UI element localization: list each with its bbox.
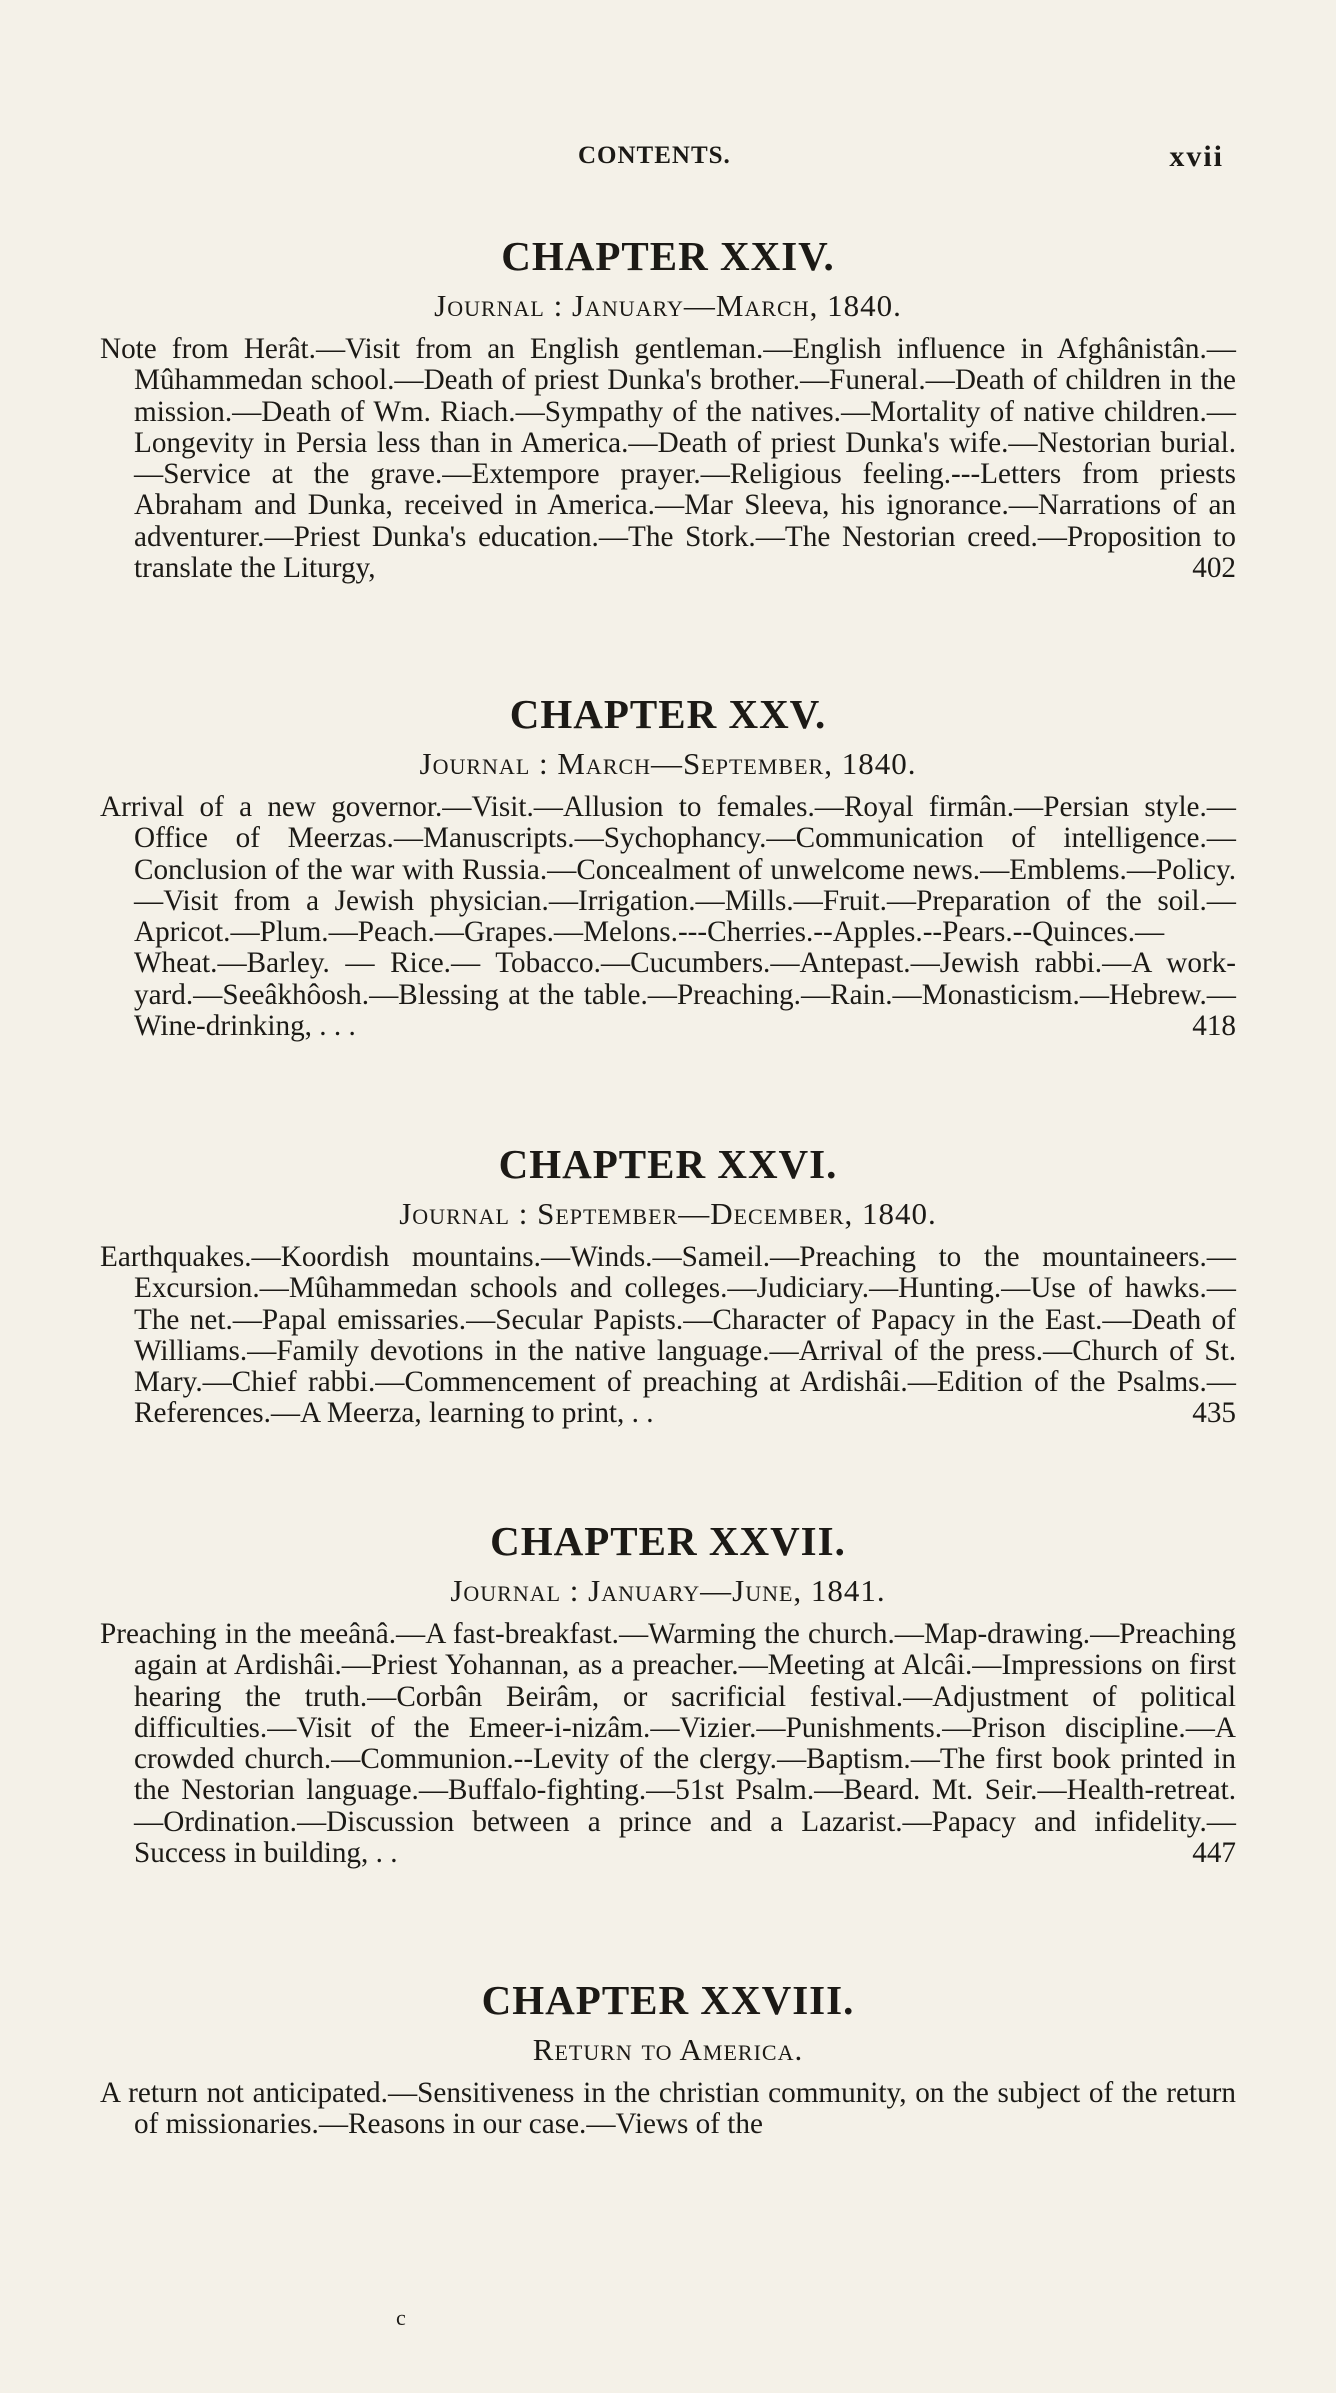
chapter-summary-text: Preaching in the meeânâ.—A fast-breakfast.—Warming the church.—Map-drawing.—Preaching again at Ardishâi.—Priest Yohannan, as a preacher.—Meeting at Alcâi.—Impressions on first hearing the truth.—Corbân Beirâm, or sacrificial festival.—Adjustment of political difficulties.—Visit of the Emeer-i-nizâm.—Vizier.—Punishments.—Prison discipline.—A crowded church.—Communion.--Levity of the clergy.—Baptism.—The first book printed in the Nestorian language.—Buffalo-fighting.—51st Psalm.—Beard. Mt. Seir.—Health-retreat.—Ordination.—Discussion between a prince and a Lazarist.—Papacy and infidelity.—Success in building, . .	[100, 1618, 1236, 1870]
chapter-summary-text: A return not anticipated.—Sensitiveness in the christian community, on the subject of the return of missionaries.—Reasons in our case.—Views of the	[100, 2077, 1236, 2141]
chapter-summary	[100, 1242, 1236, 1430]
chapter-heading: CHAPTER XXVII.	[490, 1518, 846, 1564]
chapter-summary-text: Earthquakes.—Koordish mountains.—Winds.—Sameil.—Preaching to the mountaineers.—Excursion.—Mûhammedan schools and colleges.—Judiciary.—Hunting.—Use of hawks.—The net.—Papal emissaries.—Secular Papists.—Character of Papacy in the East.—Death of Williams.—Family devotions in the native language.—Arrival of the press.—Church of St. Mary.—Chief rabbi.—Commencement of preaching at Ardishâi.—Edition of the Psalms.—References.—A Meerza, learning to print, . .	[100, 1241, 1236, 1430]
chapter-summary-text: Note from Herât.—Visit from an English gentleman.—English influence in Afghânistân.—Mûhammedan school.—Death of priest Dunka's brother.—Funeral.—Death of children in the mission.—Death of Wm. Riach.—Sympathy of the natives.—Mortality of native children.—Longevity in Persia less than in America.—Death of priest Dunka's wife.—Nestorian burial.—Service at the grave.—Extempore prayer.—Religious feeling.---Letters from priests Abraham and Dunka, received in America.—Mar Sleeva, his ignorance.—Narrations of an adventurer.—Priest Dunka's education.—The Stork.—The Nestorian creed.—Proposition to translate the Liturgy,	[100, 333, 1236, 585]
chapter-page-ref: 402	[1192, 552, 1236, 585]
chapter-subheading: Return to America.	[532, 2032, 804, 2067]
chapter-subheading: Journal : January—June, 1841.	[450, 1573, 886, 1608]
chapter-heading: CHAPTER XXVI.	[498, 1141, 838, 1187]
chapter-summary	[100, 1619, 1236, 1869]
page-number: xvii	[1169, 140, 1224, 173]
chapter-summary-text: Arrival of a new governor.—Visit.—Allusion to females.—Royal firmân.—Persian style.—Office of Meerzas.—Manuscripts.—Sychophancy.—Communication of intelligence.—Conclusion of the war with Russia.—Concealment of unwelcome news.—Emblems.—Policy.—Visit from a Jewish physician.—Irrigation.—Mills.—Fruit.—Preparation of the soil.—Apricot.—Plum.—Peach.—Grapes.—Melons.---Cherries.--Apples.--Pears.--Quinces.—Wheat.—Barley. — Rice.— Tobacco.—Cucumbers.—Antepast.—Jewish rabbi.—A work-yard.—Seeâkhôosh.—Blessing at the table.—Preaching.—Rain.—Monasticism.—Hebrew.—Wine-drinking, . . .	[100, 791, 1236, 1043]
chapter-xxvii	[100, 1515, 1236, 1869]
chapter-summary	[100, 792, 1236, 1042]
chapter-page-ref: 435	[1192, 1397, 1236, 1430]
chapter-heading: CHAPTER XXVIII.	[481, 1977, 855, 2023]
chapter-heading: CHAPTER XXV.	[509, 691, 827, 737]
chapter-summary	[100, 2078, 1236, 2141]
chapter-subheading: Journal : January—March, 1840.	[434, 288, 902, 323]
chapter-subheading: Journal : March—September, 1840.	[419, 746, 917, 781]
chapter-xxiv	[100, 230, 1236, 584]
chapter-subheading: Journal : September—December, 1840.	[399, 1196, 937, 1231]
running-head-title: CONTENTS.	[578, 142, 731, 169]
chapter-xxviii	[100, 1974, 1236, 2141]
chapter-summary	[100, 334, 1236, 584]
chapter-xxv	[100, 688, 1236, 1042]
running-head	[100, 142, 1236, 178]
chapter-page-ref: 418	[1192, 1010, 1236, 1043]
chapter-heading: CHAPTER XXIV.	[501, 233, 835, 279]
chapter-xxvi	[100, 1138, 1236, 1430]
printer-signature-mark: c	[396, 2305, 407, 2330]
chapter-page-ref: 447	[1192, 1837, 1236, 1870]
